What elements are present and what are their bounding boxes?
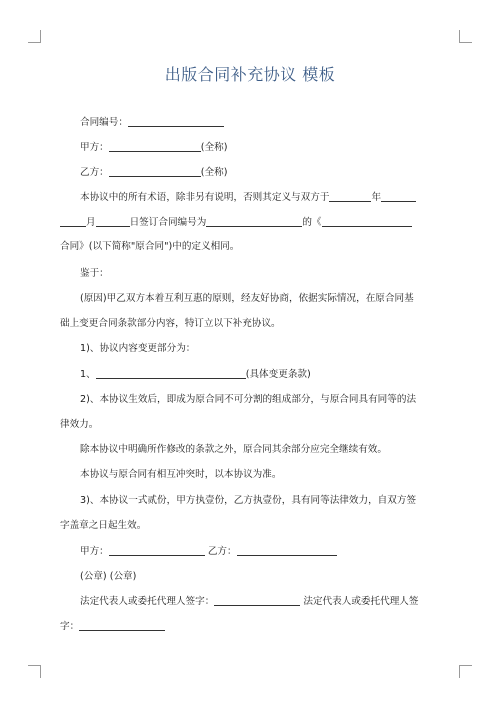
paragraph-1-line-2: [60, 216, 412, 230]
date-year-blank: [329, 191, 371, 202]
ref-contract-name-blank: [322, 216, 412, 227]
signature-party-b-blank: [237, 545, 337, 556]
seal-line: (公章) (公章): [80, 571, 137, 582]
crop-mark-top-left: [28, 30, 41, 43]
signature-party-a-blank: [109, 545, 205, 556]
paragraph-2-line-1: (原因)甲乙双方本着互利互惠的原则，经友好协商，依据实际情况，在原合同基: [80, 293, 414, 304]
party-b-line: [80, 166, 227, 180]
representative-sign-line-1: [80, 595, 419, 609]
party-b-full-name-note: (全称): [200, 167, 228, 178]
year-label: 年: [371, 192, 382, 203]
item-3-line-1: 3)、本协议一式贰份，甲方执壹份，乙方执壹份，具有同等法律效力，自双方签: [80, 495, 417, 506]
item-3-line-2: 字盖章之日起生效。: [60, 520, 147, 531]
crop-mark-bottom-left: [28, 665, 41, 678]
signature-party-b-label: 乙方：: [207, 546, 237, 557]
paragraph-2-line-2: 础上变更合同条款部分内容，特订立以下补充协议。: [60, 318, 281, 329]
party-b-blank: [109, 166, 201, 177]
item-1-1-line: [80, 368, 311, 382]
party-b-label: 乙方：: [80, 167, 109, 178]
item-2-line-2: 律效力。: [60, 419, 99, 430]
contract-number-label: 合同编号：: [80, 117, 128, 128]
item-1-heading: 1)、协议内容变更部分为：: [80, 343, 196, 354]
paragraph-1-text-b: 日签订合同编号为: [129, 217, 207, 228]
party-a-blank: [109, 141, 201, 152]
paragraph-3: 除本协议中明确所作修改的条款之外，原合同其余部分应完全继续有效。: [80, 444, 387, 455]
date-month-blank-a: [381, 191, 416, 202]
crop-mark-top-right: [459, 30, 472, 43]
paragraph-4: 本协议与原合同有相互冲突时，以本协议为准。: [80, 469, 282, 480]
contract-number-blank: [128, 116, 224, 127]
document-title: 出版合同补充协议 模板: [164, 65, 336, 84]
signature-parties-line: [80, 545, 337, 559]
item-1-1-blank: [96, 368, 246, 379]
whereas-heading: 鉴于：: [80, 268, 109, 279]
date-month-blank-b: [60, 216, 86, 227]
paragraph-1-text-a: 本协议中的所有术语，除非另有说明，否则其定义与双方于: [80, 192, 330, 203]
representative-b-label-b: 字：: [60, 621, 80, 632]
crop-mark-bottom-right: [459, 665, 472, 678]
date-day-blank: [96, 216, 130, 227]
item-1-1-prefix: 1、: [80, 369, 96, 380]
month-label: 月: [86, 217, 96, 228]
representative-sign-line-2: [60, 620, 165, 634]
item-2-line-1: 2)、本协议生效后，即成为原合同不可分割的组成部分，与原合同具有同等的法: [80, 394, 417, 405]
representative-b-label-a: 法定代表人或委托代理人签: [303, 596, 419, 607]
representative-b-blank: [79, 620, 165, 631]
paragraph-1-line-1: [80, 191, 416, 205]
representative-a-blank: [214, 595, 300, 606]
paragraph-1-line-3: 合同》(以下简称"原合同")中的定义相同。: [60, 241, 240, 252]
contract-number-line: [80, 116, 224, 130]
representative-a-label: 法定代表人或委托代理人签字：: [80, 596, 215, 607]
paragraph-1-text-c: 的《: [302, 217, 322, 228]
ref-contract-number-blank: [206, 216, 302, 227]
party-a-label: 甲方：: [80, 142, 109, 153]
party-a-full-name-note: (全称): [200, 142, 228, 153]
signature-party-a-label: 甲方：: [80, 546, 109, 557]
party-a-line: [80, 141, 227, 155]
item-1-1-note: (具体变更条款): [245, 369, 311, 380]
